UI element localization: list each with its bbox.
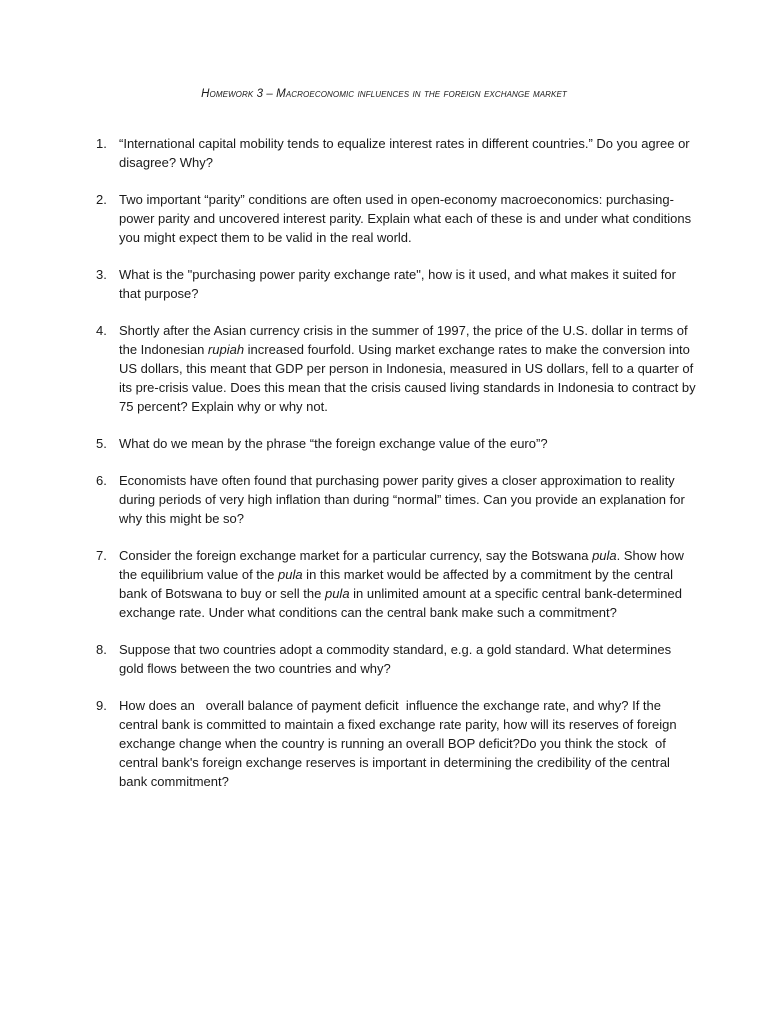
italic-term: pula [324,586,350,601]
question-text [119,321,696,416]
question-text-segment: Economists have often found that purchasing power parity gives a closer approximation to reality during periods of very high inflation than during “normal” times. Can you provide an explanation for why this might be so? [119,473,685,526]
question-text [119,546,696,622]
question-text-segment: Consider the foreign exchange market for a particular currency, say the Botswana [119,548,593,563]
question-item [96,546,696,622]
question-number: 9. [96,698,107,713]
question-text [119,434,696,453]
question-text [119,134,696,172]
question-item [96,471,696,528]
question-item [96,190,696,247]
question-text [119,190,696,247]
question-text-line: Do you think the stock of central bank's foreign exchange reserves is important in determining the credibility of the central bank commitment? [119,736,674,789]
question-text-segment: What is the "purchasing power parity exchange rate", how is it used, and what makes it suited for that purpose? [119,267,676,301]
question-text-segment: . Show how the equilibrium value of the [119,548,684,582]
question-text-line: If the central bank is committed to maintain a fixed exchange rate parity, how will its reserves of foreign exchange change when the country is running an overall BOP deficit? [119,698,681,751]
question-number: 2. [96,192,107,207]
question-text-segment: Two important “parity” conditions are often used in open-economy macroeconomics: purchasing-power parity and uncovered interest parity. Explain what each of these is and under what conditions you might expect them to be valid in the real world. [119,192,692,245]
question-number: 5. [96,436,107,451]
question-text [119,265,696,303]
question-number: 3. [96,267,107,282]
question-number: 8. [96,642,107,657]
question-text-segment: in this market would be affected by a commitment by the central bank of Botswana to buy or sell the [119,567,673,601]
question-text [119,696,696,791]
question-item [96,321,696,416]
question-text-segment: Shortly after the Asian currency crisis in the summer of 1997, the price of the U.S. dollar in terms of the Indonesian [119,323,688,357]
italic-term: pula [277,567,303,582]
question-item [96,640,696,678]
question-text-segment: increased fourfold. Using market exchange rates to make the conversion into US dollars, this meant that GDP per person in Indonesia, measured in US dollars, fell to a quarter of its pre-crisis value. Does this mean that the crisis caused living standards in Indonesia to contract by 75 percent? Explain why or why not. [119,342,696,414]
question-text-segment: “International capital mobility tends to equalize interest rates in different countries.” Do you agree or disagree? Why? [119,136,690,170]
question-text-segment: in unlimited amount at a specific central bank-determined exchange rate. Under what conditions can the central bank make such a commitment? [119,586,682,620]
question-text-segment: What do we mean by the phrase “the foreign exchange value of the euro”? [119,436,548,451]
question-item [96,434,696,453]
italic-term: pula [592,548,617,563]
question-text-line: How does an overall balance of payment deficit influence the exchange rate, and why? [119,698,629,713]
question-item [96,134,696,172]
question-text [119,640,696,678]
document-title: Homework 3 – Macroeconomic influences in the foreign exchange market [201,88,567,100]
question-number: 1. [96,136,107,151]
question-number: 7. [96,548,107,563]
question-number: 4. [96,323,107,338]
question-text [119,471,696,528]
question-item [96,696,696,791]
question-list [96,134,696,809]
question-item [96,265,696,303]
question-text-segment: Suppose that two countries adopt a commodity standard, e.g. a gold standard. What determines gold flows between the two countries and why? [119,642,672,676]
question-number: 6. [96,473,107,488]
italic-term: rupiah [207,342,245,357]
